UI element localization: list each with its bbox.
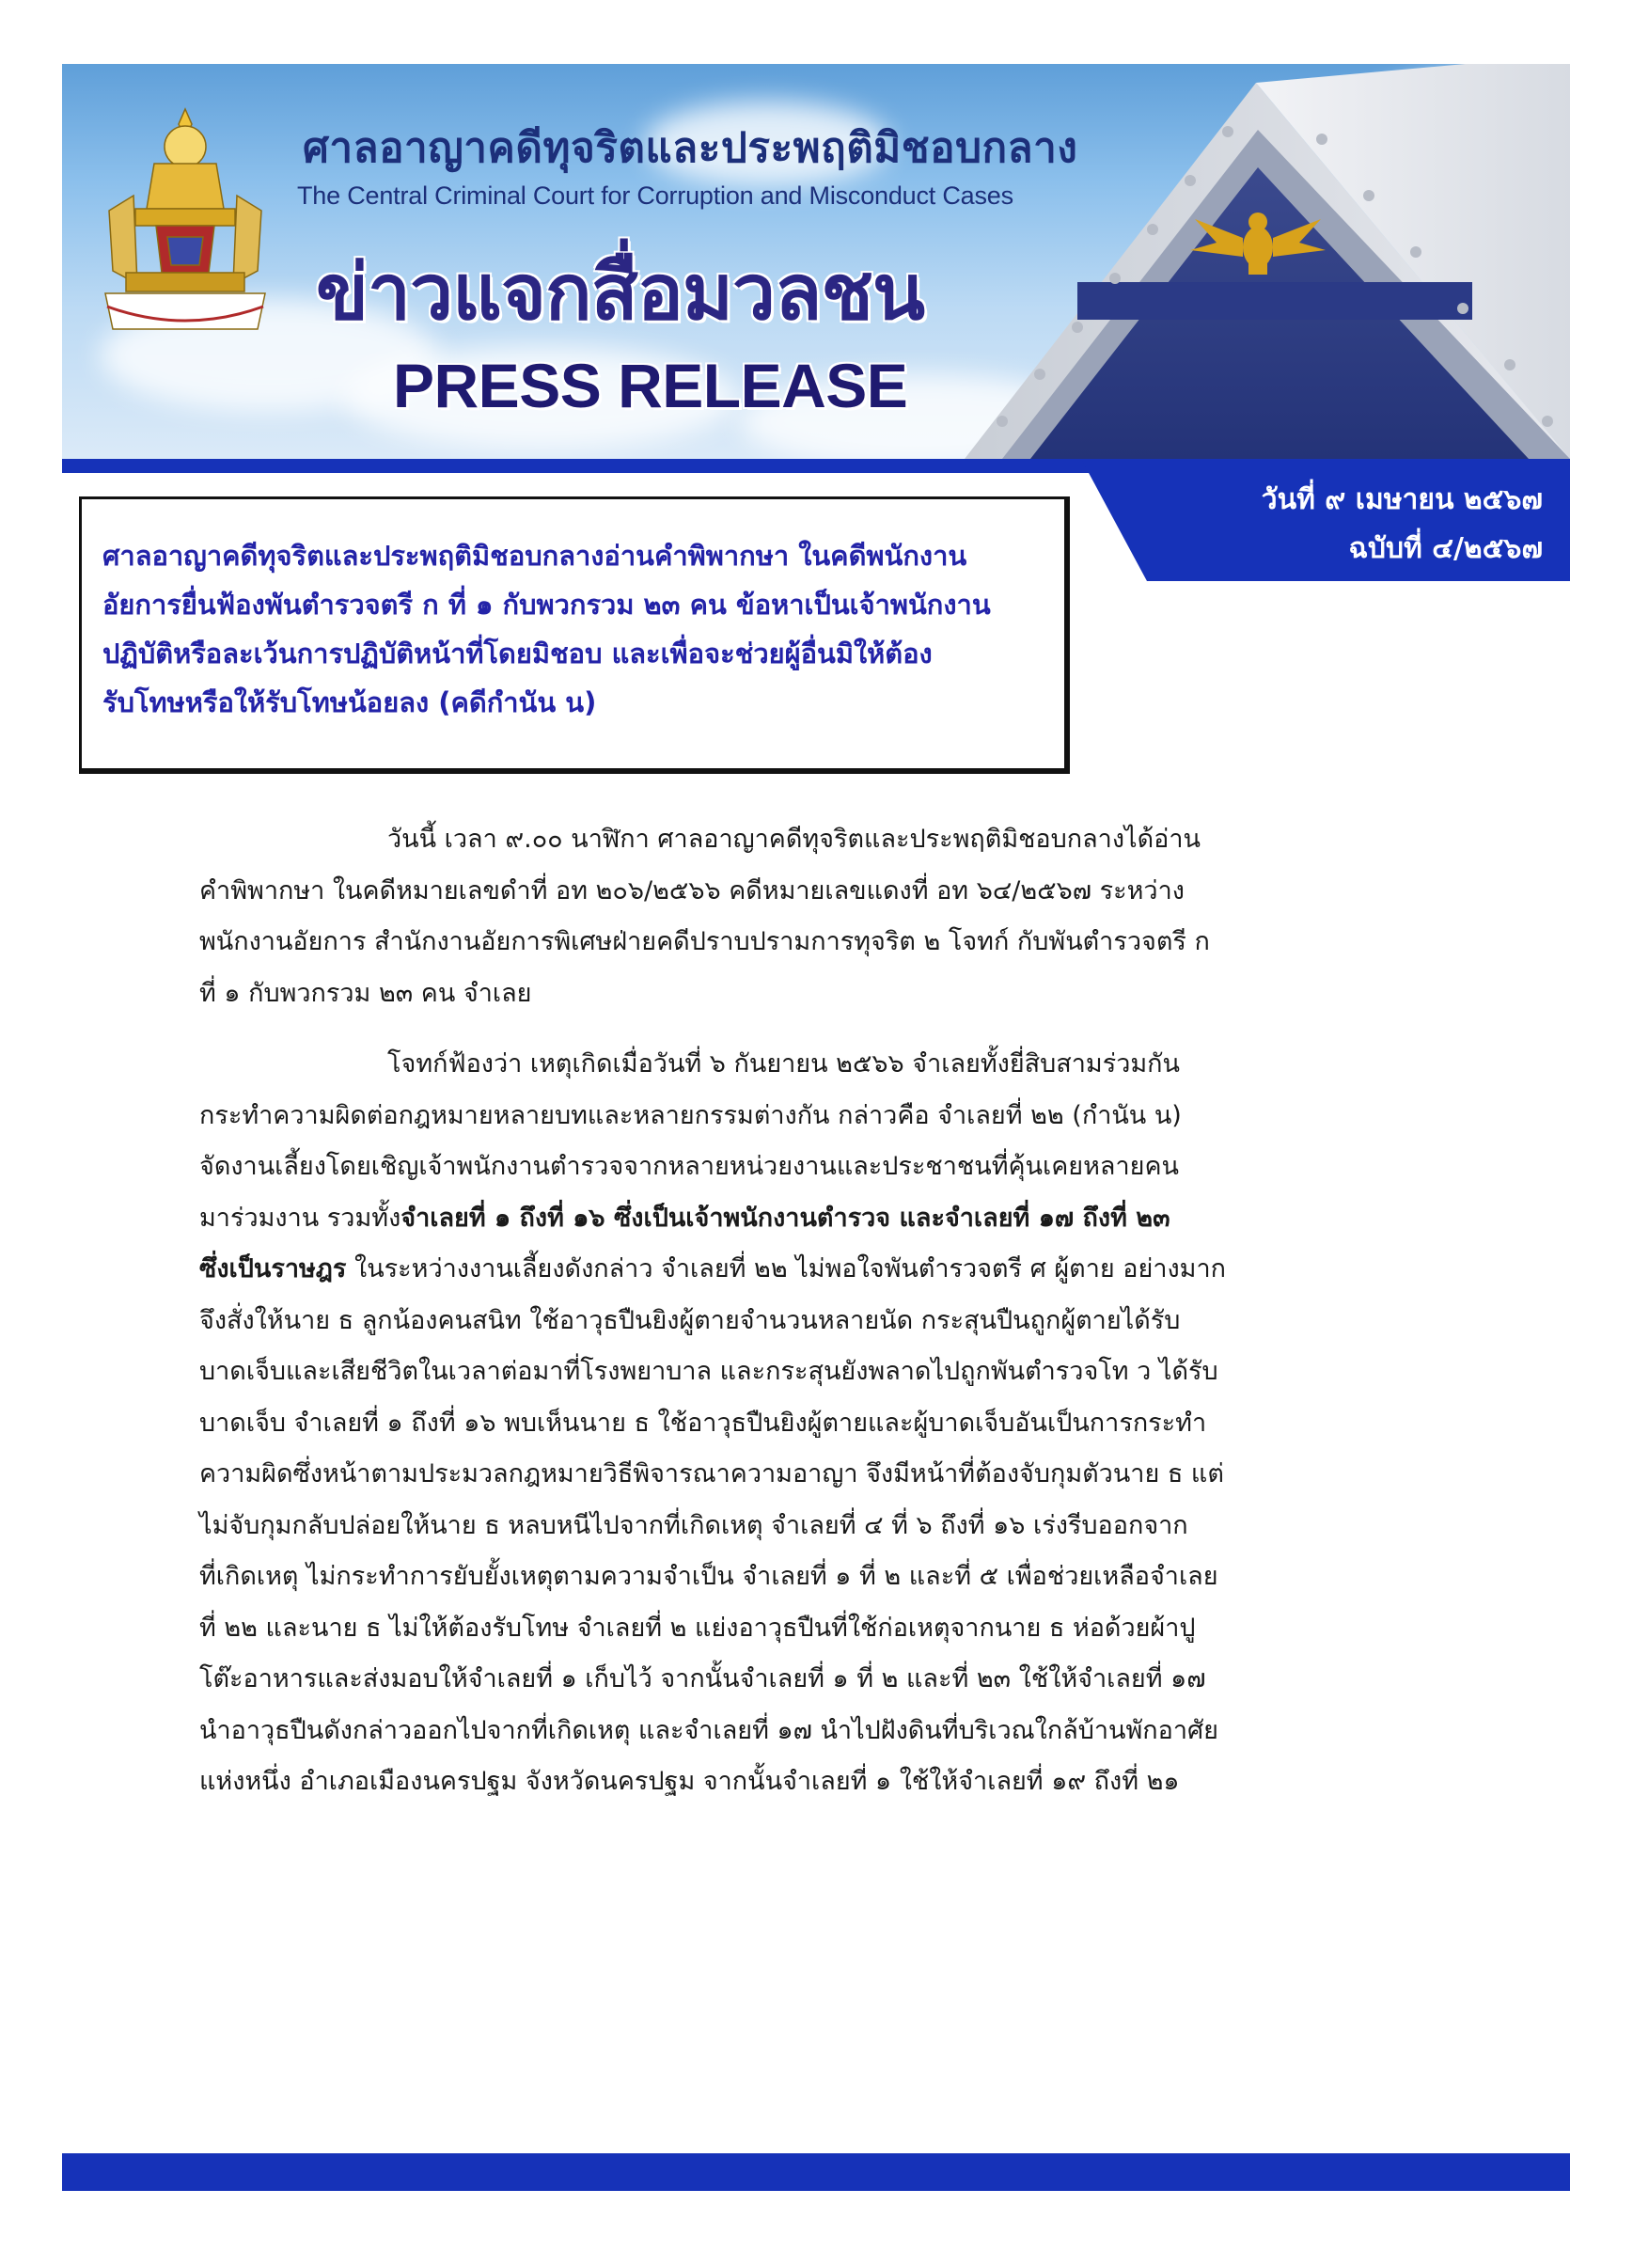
court-name-english: The Central Criminal Court for Corruption and Misconduct Cases [297,181,1013,210]
paragraph-line: ที่ ๑ กับพวกรวม ๒๓ คน จำเลย [199,978,532,1008]
emphasized-text: จำเลยที่ ๑ ถึงที่ ๑๖ ซึ่งเป็นเจ้าพนักงานตำรวจ และจำเลยที่ ๑๗ ถึงที่ ๒๓ [400,1203,1170,1233]
headline-line: อัยการยื่นฟ้องพันตำรวจตรี ก ที่ ๑ กับพวกรวม ๒๓ คน ข้อหาเป็นเจ้าพนักงาน [102,589,991,621]
paragraph-text: มาร่วมงาน รวมทั้ง [199,1203,401,1233]
press-release-title-english: PRESS RELEASE [393,351,908,420]
paragraph-2 [199,1039,1440,1808]
press-release-title-thai: ข่าวแจกสื่อมวลชน [316,248,925,338]
paragraph-line: โต๊ะอาหารและส่งมอบให้จำเลยที่ ๑ เก็บไว้ จากนั้นจำเลยที่ ๑ ที่ ๒ และที่ ๒๓ ใช้ให้จำเลยที่ ๑๗ [199,1664,1206,1693]
headline-line: ศาลอาญาคดีทุจริตและประพฤติมิชอบกลางอ่านคำพิพากษา ในคดีพนักงาน [102,540,967,572]
headline [102,531,1052,727]
paragraph-line [199,1244,1440,1296]
header-banner [62,64,1570,459]
footer-bar [62,2153,1570,2191]
paragraph-line: บาดเจ็บ จำเลยที่ ๑ ถึงที่ ๑๖ พบเห็นนาย ธ ใช้อาวุธปืนยิงผู้ตายและผู้บาดเจ็บอันเป็นการกระทำ [199,1408,1207,1438]
paragraph-line: ที่ ๒๒ และนาย ธ ไม่ให้ต้องรับโทษ จำเลยที่ ๒ แย่งอาวุธปืนที่ใช้ก่อเหตุจากนาย ธ ห่อด้วยผ้าปู [199,1613,1196,1643]
paragraph-line: วันนี้ เวลา ๙.๐๐ นาฬิกา ศาลอาญาคดีทุจริตและประพฤติมิชอบกลางได้อ่าน [387,825,1201,854]
paragraph-1 [199,814,1440,1019]
headline-box [79,496,1070,774]
release-issue-number: ฉบับที่ ๔/๒๕๖๗ [1348,532,1543,565]
paragraph-line: พนักงานอัยการ สำนักงานอัยการพิเศษฝ่ายคดีปราบปรามการทุจริต ๒ โจทก์ กับพันตำรวจตรี ก [199,927,1210,956]
paragraph-line: ไม่จับกุมกลับปล่อยให้นาย ธ หลบหนีไปจากที่เกิดเหตุ จำเลยที่ ๔ ที่ ๖ ถึงที่ ๑๖ เร่งรีบออกจาก [199,1510,1188,1540]
paragraph-line: นำอาวุธปืนดังกล่าวออกไปจากที่เกิดเหตุ และจำเลยที่ ๑๗ นำไปฝังดินที่บริเวณใกล้บ้านพักอาศัย [199,1715,1218,1745]
paragraph-line: บาดเจ็บและเสียชีวิตในเวลาต่อมาที่โรงพยาบาล และกระสุนยังพลาดไปถูกพันตำรวจโท ว ได้รับ [199,1357,1218,1386]
release-date: วันที่ ๙ เมษายน ๒๕๖๗ [1261,483,1543,516]
paragraph-line: โจทก์ฟ้องว่า เหตุเกิดเมื่อวันที่ ๖ กันยายน ๒๕๖๖ จำเลยทั้งยี่สิบสามร่วมกัน [387,1049,1180,1079]
paragraph-line: ความผิดซึ่งหน้าตามประมวลกฎหมายวิธีพิจารณาความอาญา จึงมีหน้าที่ต้องจับกุมตัวนาย ธ แต่ [199,1459,1224,1488]
paragraph-line: จัดงานเลี้ยงโดยเชิญเจ้าพนักงานตำรวจจากหลายหน่วยงานและประชาชนที่คุ้นเคยหลายคน [199,1152,1179,1181]
paragraph-line [199,1193,1440,1245]
headline-line: ปฏิบัติหรือละเว้นการปฏิบัติหน้าที่โดยมิชอบ และเพื่อจะช่วยผู้อื่นมิให้ต้อง [102,638,933,669]
paragraph-line: จึงสั่งให้นาย ธ ลูกน้องคนสนิท ใช้อาวุธปืนยิงผู้ตายจำนวนหลายนัด กระสุนปืนถูกผู้ตายได้รับ [199,1305,1181,1335]
article-body [199,814,1440,1828]
paragraph-line: กระทำความผิดต่อกฎหมายหลายบทและหลายกรรมต่างกัน กล่าวคือ จำเลยที่ ๒๒ (กำนัน น) [199,1100,1182,1130]
emphasized-text: ซึ่งเป็นราษฎร [199,1254,347,1284]
headline-line: รับโทษหรือให้รับโทษน้อยลง (คดีกำนัน น) [102,686,597,718]
court-name-thai: ศาลอาญาคดีทุจริตและประพฤติมิชอบกลาง [303,124,1078,172]
paragraph-line: ที่เกิดเหตุ ไม่กระทำการยับยั้งเหตุตามความจำเป็น จำเลยที่ ๑ ที่ ๒ และที่ ๕ เพื่อช่วยเหลือจำเลย [199,1562,1218,1591]
court-emblem-icon [100,105,271,340]
paragraph-line: แห่งหนึ่ง อำเภอเมืองนครปฐม จังหวัดนครปฐม จากนั้นจำเลยที่ ๑ ใช้ให้จำเลยที่ ๑๙ ถึงที่ ๒๑ [199,1767,1180,1796]
paragraph-text: ในระหว่างงานเลี้ยงดังกล่าว จำเลยที่ ๒๒ ไม่พอใจพันตำรวจตรี ศ ผู้ตาย อย่างมาก [346,1254,1226,1284]
paragraph-line: คำพิพากษา ในคดีหมายเลขดำที่ อท ๒๐๖/๒๕๖๖ คดีหมายเลขแดงที่ อท ๖๔/๒๕๖๗ ระหว่าง [199,875,1185,906]
